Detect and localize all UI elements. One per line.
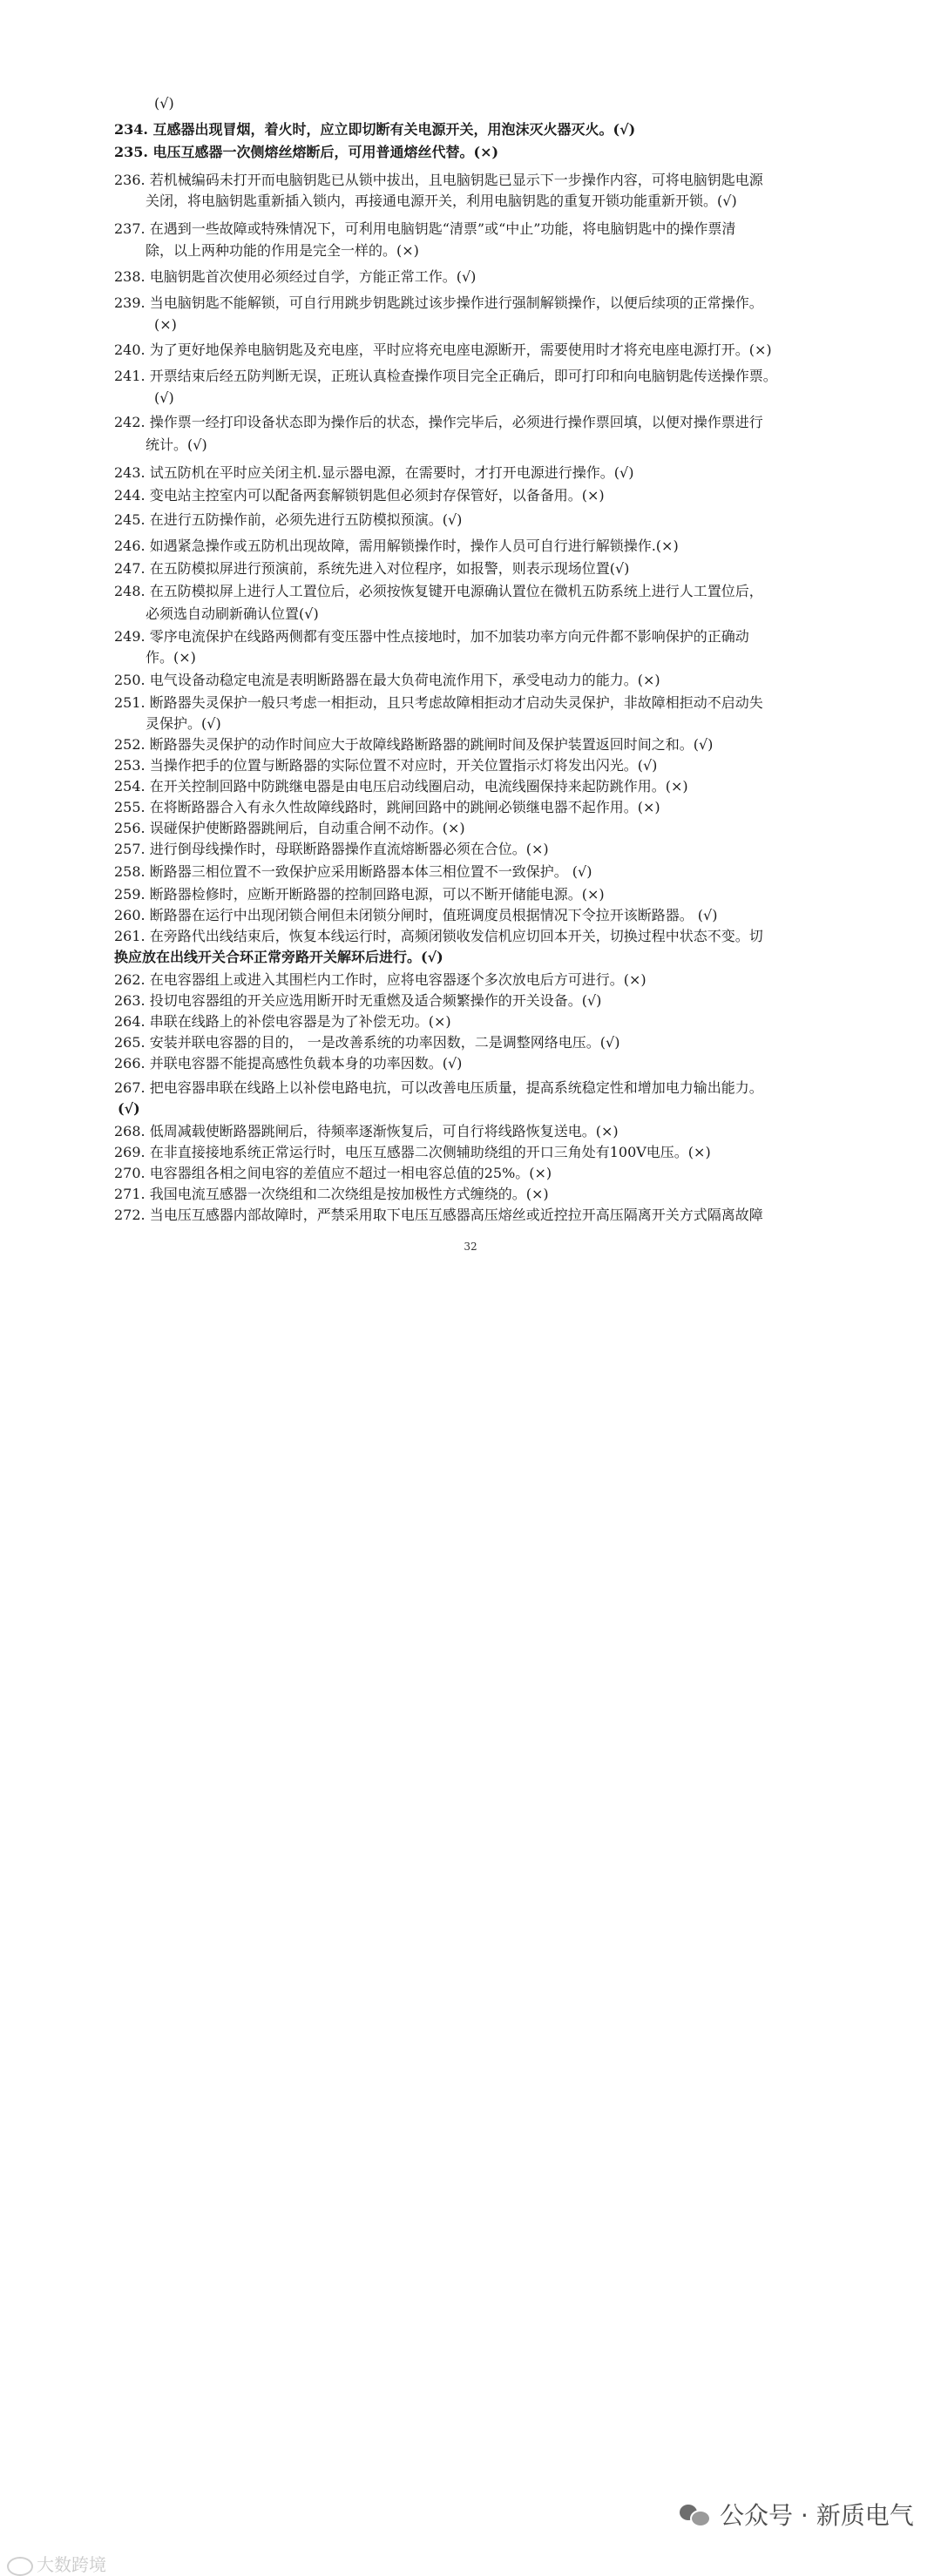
question-line: 261. 在旁路代出线结束后，恢复本线运行时，高频闭锁收发信机应切回本开关，切换过程中状态不变。切 (114, 928, 763, 944)
footer (0, 1254, 941, 2575)
question-line: 245. 在进行五防操作前，必须先进行五防模拟预演。(√) (114, 511, 463, 528)
question-line: 268. 低周减载使断路器跳闸后，待频率逐渐恢复后，可自行将线路恢复送电。(×) (114, 1123, 619, 1139)
page-number: 32 (464, 1241, 477, 1253)
question-line: 255. 在将断路器合入有永久性故障线路时，跳闸回路中的跳闸必锁继电器不起作用。(×) (114, 799, 660, 815)
question-line: 256. 误碰保护使断路器跳闸后，自动重合闸不动作。(×) (114, 820, 465, 836)
question-line: 238. 电脑钥匙首次使用必须经过自学，方能正常工作。(√) (114, 268, 477, 285)
question-line: 239. 当电脑钥匙不能解锁，可自行用跳步钥匙跳过该步操作进行强制解锁操作，以便后续项的正常操作。 (114, 294, 763, 311)
question-line: 统计。(√) (146, 436, 207, 453)
question-line: 246. 如遇紧急操作或五防机出现故障，需用解锁操作时，操作人员可自行进行解锁操作.(×) (114, 538, 679, 554)
question-line: 作。(×) (146, 649, 196, 666)
question-line: (√) (154, 389, 174, 406)
question-line: 251. 断路器失灵保护一般只考虑一相拒动，且只考虑故障相拒动才启动失灵保护，非故障相拒动不启动失 (114, 694, 763, 711)
watermark-left (7, 2551, 106, 2576)
question-line: 270. 电容器组各相之间电容的差值应不超过一相电容总值的25%。(×) (114, 1165, 552, 1181)
brand-logo-icon (7, 2557, 33, 2576)
question-line: 258. 断路器三相位置不一致保护应采用断路器本体三相位置不一致保护。 (√) (114, 863, 592, 880)
question-line: 236. 若机械编码未打开而电脑钥匙已从锁中拔出，且电脑钥匙已显示下一步操作内容，可将电脑钥匙电源 (114, 172, 763, 188)
question-line: 234. 互感器出现冒烟，着火时，应立即切断有关电源开关，用泡沫灭火器灭火。(√) (114, 121, 636, 138)
question-line: (√) (118, 1100, 140, 1117)
question-line: 除，以上两种功能的作用是完全一样的。(×) (146, 242, 419, 259)
question-line: 252. 断路器失灵保护的动作时间应大于故障线路断路器的跳闸时间及保护装置返回时间之和。(√) (114, 736, 714, 753)
question-line: 257. 进行倒母线操作时，母联断路器操作直流熔断器必须在合位。(×) (114, 841, 549, 857)
question-line: 242. 操作票一经打印设备状态即为操作后的状态，操作完毕后，必须进行操作票回填，以便对操作票进行 (114, 414, 763, 430)
question-line: 必须选自动刷新确认位置(√) (146, 605, 319, 622)
question-line: 260. 断路器在运行中出现闭锁合闸但未闭锁分闸时，值班调度员根据情况下令拉开该断路器。 (√) (114, 907, 718, 923)
question-line: 269. 在非直接接地系统正常运行时，电压互感器二次侧辅助绕组的开口三角处有100V电压。(×) (114, 1144, 711, 1160)
question-line: 267. 把电容器串联在线路上以补偿电路电抗，可以改善电压质量，提高系统稳定性和增加电力输出能力。 (114, 1079, 763, 1096)
question-line: 灵保护。(√) (146, 715, 221, 732)
question-line: (×) (154, 316, 177, 333)
question-line: 253. 当操作把手的位置与断路器的实际位置不对应时，开关位置指示灯将发出闪光。(√) (114, 757, 658, 774)
question-line: 240. 为了更好地保养电脑钥匙及充电座，平时应将充电座电源断开，需要使用时才将充电座电源打开。(×) (114, 341, 772, 358)
question-line: 263. 投切电容器组的开关应选用断开时无重燃及适合频繁操作的开关设备。(√) (114, 992, 602, 1009)
watermark-right (680, 2497, 914, 2532)
question-line: 247. 在五防模拟屏进行预演前，系统先进入对位程序，如报警，则表示现场位置(√) (114, 560, 630, 577)
question-line: 250. 电气设备动稳定电流是表明断路器在最大负荷电流作用下，承受电动力的能力。(×) (114, 672, 660, 688)
question-line: 244. 变电站主控室内可以配备两套解锁钥匙但必须封存保管好，以备备用。(×) (114, 487, 605, 504)
question-line: 关闭，将电脑钥匙重新插入锁内，再接通电源开关，利用电脑钥匙的重复开锁功能重新开锁。(√) (146, 193, 737, 209)
question-line: 241. 开票结束后经五防判断无误，正班认真检查操作项目完全正确后，即可打印和向电脑钥匙传送操作票。 (114, 368, 777, 384)
wechat-icon (680, 2501, 709, 2527)
watermark-left-text: 大数跨境 (37, 2554, 106, 2575)
question-line: 243. 试五防机在平时应关闭主机.显示器电源，在需要时，才打开电源进行操作。(√) (114, 464, 634, 481)
question-line: 272. 当电压互感器内部故障时，严禁采用取下电压互感器高压熔丝或近控拉开高压隔离开关方式隔离故障 (114, 1207, 763, 1223)
question-line: 235. 电压互感器一次侧熔丝熔断后，可用普通熔丝代替。(×) (114, 144, 499, 160)
question-line: 249. 零序电流保护在线路两侧都有变压器中性点接地时，加不加装功率方向元件都不影响保护的正确动 (114, 628, 749, 645)
question-line: 265. 安装并联电容器的目的， 一是改善系统的功率因数，二是调整网络电压。(√) (114, 1034, 620, 1051)
question-line: (√) (154, 95, 174, 112)
question-line: 259. 断路器检修时，应断开断路器的控制回路电源，可以不断开储能电源。(×) (114, 886, 605, 903)
question-line: 248. 在五防模拟屏上进行人工置位后，必须按恢复键开电源确认置位在微机五防系统上进行人工置位后， (114, 583, 763, 599)
watermark-right-text: 公众号 · 新质电气 (720, 2501, 914, 2530)
question-line: 换应放在出线开关合环正常旁路开关解环后进行。(√) (114, 949, 443, 965)
question-line: 254. 在开关控制回路中防跳继电器是由电压启动线圈启动，电流线圈保持来起防跳作用。(×) (114, 778, 688, 794)
question-line: 264. 串联在线路上的补偿电容器是为了补偿无功。(×) (114, 1013, 451, 1030)
question-line: 266. 并联电容器不能提高感性负载本身的功率因数。(√) (114, 1055, 463, 1072)
question-line: 271. 我国电流互感器一次绕组和二次绕组是按加极性方式缠绕的。(×) (114, 1186, 549, 1202)
question-line: 262. 在电容器组上或进入其围栏内工作时，应将电容器逐个多次放电后方可进行。(×) (114, 971, 647, 988)
question-line: 237. 在遇到一些故障或特殊情况下，可利用电脑钥匙“清票”或“中止”功能，将电脑钥匙中的操作票清 (114, 220, 736, 237)
